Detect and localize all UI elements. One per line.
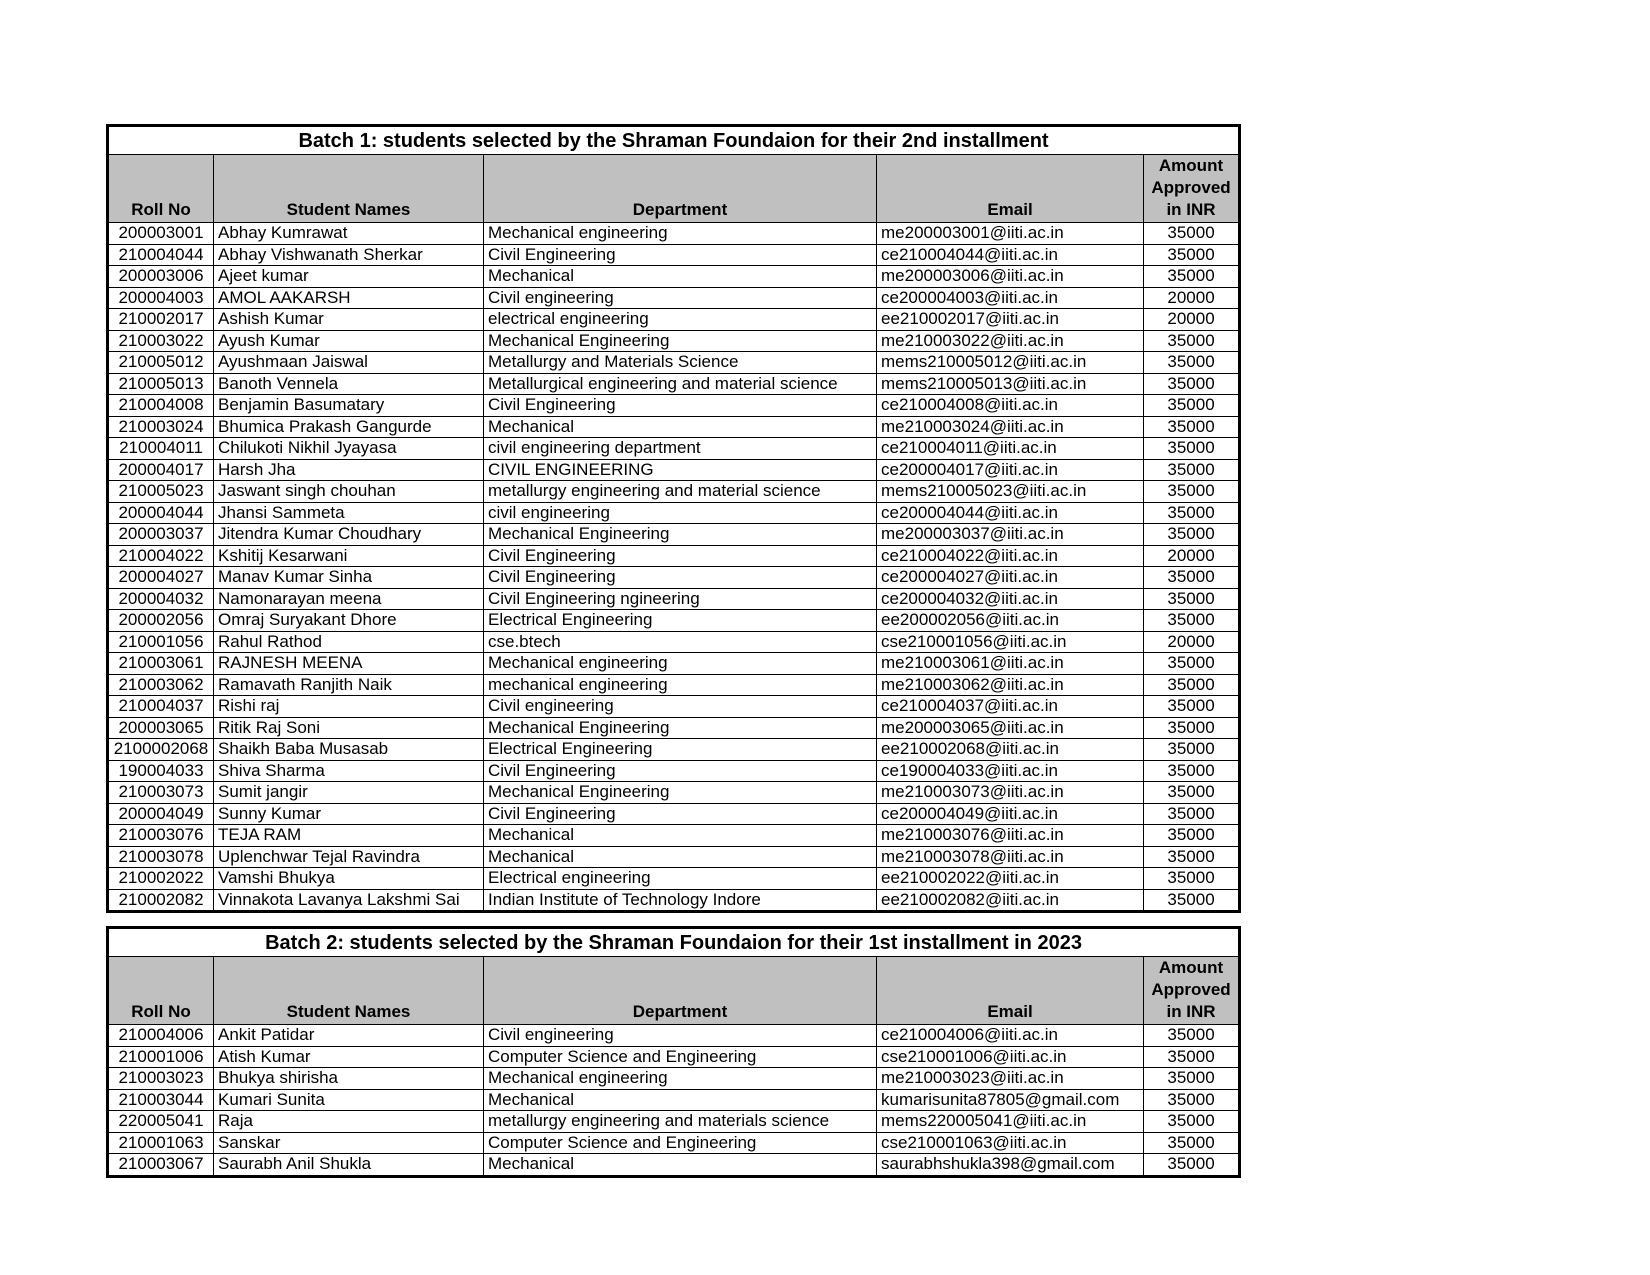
department-cell: Computer Science and Engineering [484,1132,877,1154]
student-name-cell: Sunny Kumar [214,803,484,825]
amount-cell: 35000 [1144,782,1240,804]
department-cell: Mechanical [484,846,877,868]
amount-cell: 35000 [1144,1025,1240,1047]
amount-cell: 35000 [1144,502,1240,524]
roll-no-cell: 210003022 [108,330,214,352]
table-row [108,481,1240,503]
table-row [108,223,1240,245]
email-cell: me210003078@iiti.ac.in [877,846,1144,868]
amount-cell: 35000 [1144,481,1240,503]
amount-cell: 35000 [1144,889,1240,912]
email-cell: ce190004033@iiti.ac.in [877,760,1144,782]
table-row [108,631,1240,653]
student-name-cell: Ashish Kumar [214,309,484,331]
department-cell: Civil engineering [484,287,877,309]
amount-cell: 35000 [1144,588,1240,610]
student-name-cell: Omraj Suryakant Dhore [214,610,484,632]
department-cell: Metallurgy and Materials Science [484,352,877,374]
table-row [108,782,1240,804]
table-row [108,717,1240,739]
roll-no-cell: 210002022 [108,868,214,890]
amount-cell: 35000 [1144,696,1240,718]
student-name-cell: Harsh Jha [214,459,484,481]
department-cell: CIVIL ENGINEERING [484,459,877,481]
student-name-cell: Uplenchwar Tejal Ravindra [214,846,484,868]
table-row [108,760,1240,782]
batch-2-table [106,926,1241,1178]
amount-cell: 35000 [1144,1046,1240,1068]
student-name-cell: Sanskar [214,1132,484,1154]
department-cell: Mechanical [484,416,877,438]
student-name-cell: TEJA RAM [214,825,484,847]
department-cell: Mechanical [484,825,877,847]
amount-cell: 35000 [1144,1111,1240,1133]
department-cell: Civil Engineering [484,244,877,266]
table-row [108,459,1240,481]
roll-no-cell: 210004037 [108,696,214,718]
student-name-cell: Jhansi Sammeta [214,502,484,524]
email-cell: me200003037@iiti.ac.in [877,524,1144,546]
email-cell: me200003001@iiti.ac.in [877,223,1144,245]
table-row [108,244,1240,266]
student-name-cell: Kumari Sunita [214,1089,484,1111]
amount-cell: 35000 [1144,266,1240,288]
table-row [108,868,1240,890]
email-cell: ce200004017@iiti.ac.in [877,459,1144,481]
roll-no-cell: 210003078 [108,846,214,868]
roll-no-cell: 200004027 [108,567,214,589]
roll-no-cell: 210003044 [108,1089,214,1111]
roll-no-cell: 200003006 [108,266,214,288]
header-email: Email [877,957,1144,1025]
roll-no-cell: 2100002068 [108,739,214,761]
roll-no-cell: 200003065 [108,717,214,739]
roll-no-cell: 210003076 [108,825,214,847]
department-cell: Mechanical engineering [484,1068,877,1090]
table-row [108,395,1240,417]
email-cell: ce200004032@iiti.ac.in [877,588,1144,610]
table-row [108,502,1240,524]
student-name-cell: Vamshi Bhukya [214,868,484,890]
table-row [108,696,1240,718]
department-cell: Civil Engineering [484,803,877,825]
batch-1-table [106,124,1241,913]
header-student-names: Student Names [214,155,484,223]
email-cell: mems210005012@iiti.ac.in [877,352,1144,374]
roll-no-cell: 210003067 [108,1154,214,1177]
email-cell: ce200004049@iiti.ac.in [877,803,1144,825]
student-name-cell: Saurabh Anil Shukla [214,1154,484,1177]
header-amount-approved: Amount Approved in INR [1144,155,1240,223]
student-name-cell: Sumit jangir [214,782,484,804]
email-cell: ce210004008@iiti.ac.in [877,395,1144,417]
amount-cell: 35000 [1144,1089,1240,1111]
student-name-cell: Rahul Rathod [214,631,484,653]
roll-no-cell: 210001006 [108,1046,214,1068]
amount-cell: 35000 [1144,610,1240,632]
student-name-cell: Atish Kumar [214,1046,484,1068]
table-row [108,330,1240,352]
email-cell: saurabhshukla398@gmail.com [877,1154,1144,1177]
department-cell: Civil Engineering [484,760,877,782]
table-row [108,610,1240,632]
department-cell: civil engineering department [484,438,877,460]
amount-cell: 35000 [1144,846,1240,868]
roll-no-cell: 210001063 [108,1132,214,1154]
department-cell: mechanical engineering [484,674,877,696]
table-row [108,1111,1240,1133]
student-name-cell: Bhumica Prakash Gangurde [214,416,484,438]
header-department: Department [484,155,877,223]
student-name-cell: Manav Kumar Sinha [214,567,484,589]
amount-cell: 35000 [1144,1068,1240,1090]
roll-no-cell: 210005023 [108,481,214,503]
roll-no-cell: 210003073 [108,782,214,804]
department-cell: Mechanical Engineering [484,330,877,352]
table-row [108,287,1240,309]
amount-cell: 35000 [1144,868,1240,890]
email-cell: ee210002068@iiti.ac.in [877,739,1144,761]
department-cell: Civil Engineering [484,395,877,417]
amount-cell: 35000 [1144,438,1240,460]
student-name-cell: Jaswant singh chouhan [214,481,484,503]
email-cell: ce200004044@iiti.ac.in [877,502,1144,524]
amount-cell: 35000 [1144,524,1240,546]
roll-no-cell: 210003061 [108,653,214,675]
department-cell: Metallurgical engineering and material science [484,373,877,395]
email-cell: ee210002017@iiti.ac.in [877,309,1144,331]
amount-cell: 35000 [1144,373,1240,395]
department-cell: electrical engineering [484,309,877,331]
department-cell: Civil Engineering [484,545,877,567]
roll-no-cell: 210005013 [108,373,214,395]
header-email: Email [877,155,1144,223]
header-amount-approved: Amount Approved in INR [1144,957,1240,1025]
amount-cell: 35000 [1144,739,1240,761]
amount-cell: 20000 [1144,287,1240,309]
batch-1-title: Batch 1: students selected by the Shraman Foundaion for their 2nd installment [108,126,1240,155]
amount-cell: 20000 [1144,545,1240,567]
student-name-cell: Jitendra Kumar Choudhary [214,524,484,546]
department-cell: Electrical engineering [484,868,877,890]
batch-1-rows [108,223,1240,912]
roll-no-cell: 200004017 [108,459,214,481]
student-name-cell: AMOL AAKARSH [214,287,484,309]
table-row [108,266,1240,288]
email-cell: cse210001056@iiti.ac.in [877,631,1144,653]
email-cell: me200003006@iiti.ac.in [877,266,1144,288]
table-row [108,438,1240,460]
department-cell: Civil Engineering [484,567,877,589]
email-cell: cse210001006@iiti.ac.in [877,1046,1144,1068]
department-cell: metallurgy engineering and materials science [484,1111,877,1133]
email-cell: ce210004044@iiti.ac.in [877,244,1144,266]
table-row [108,653,1240,675]
department-cell: Mechanical engineering [484,653,877,675]
student-name-cell: Vinnakota Lavanya Lakshmi Sai [214,889,484,912]
amount-cell: 35000 [1144,459,1240,481]
table-row [108,373,1240,395]
roll-no-cell: 210003023 [108,1068,214,1090]
roll-no-cell: 210003062 [108,674,214,696]
student-name-cell: Ayush Kumar [214,330,484,352]
student-name-cell: Ankit Patidar [214,1025,484,1047]
roll-no-cell: 200002056 [108,610,214,632]
department-cell: Computer Science and Engineering [484,1046,877,1068]
department-cell: cse.btech [484,631,877,653]
batch-2-rows [108,1025,1240,1177]
table-row [108,1132,1240,1154]
table-row [108,1154,1240,1177]
department-cell: Mechanical Engineering [484,524,877,546]
student-name-cell: Abhay Kumrawat [214,223,484,245]
table-row [108,545,1240,567]
student-name-cell: Bhukya shirisha [214,1068,484,1090]
amount-cell: 20000 [1144,309,1240,331]
student-name-cell: Ritik Raj Soni [214,717,484,739]
email-cell: mems210005023@iiti.ac.in [877,481,1144,503]
email-cell: kumarisunita87805@gmail.com [877,1089,1144,1111]
roll-no-cell: 210002082 [108,889,214,912]
student-name-cell: Shaikh Baba Musasab [214,739,484,761]
table-row [108,1025,1240,1047]
table-row [108,309,1240,331]
department-cell: civil engineering [484,502,877,524]
roll-no-cell: 210004044 [108,244,214,266]
roll-no-cell: 200004049 [108,803,214,825]
roll-no-cell: 210004006 [108,1025,214,1047]
roll-no-cell: 200003001 [108,223,214,245]
department-cell: Mechanical Engineering [484,717,877,739]
email-cell: mems220005041@iiti.ac.in [877,1111,1144,1133]
header-roll-no: Roll No [108,957,214,1025]
email-cell: ce210004006@iiti.ac.in [877,1025,1144,1047]
roll-no-cell: 210001056 [108,631,214,653]
roll-no-cell: 210004022 [108,545,214,567]
student-name-cell: Abhay Vishwanath Sherkar [214,244,484,266]
department-cell: Mechanical [484,266,877,288]
student-name-cell: Banoth Vennela [214,373,484,395]
table-row [108,1068,1240,1090]
header-roll-no: Roll No [108,155,214,223]
table-row [108,567,1240,589]
student-name-cell: Raja [214,1111,484,1133]
department-cell: Indian Institute of Technology Indore [484,889,877,912]
student-name-cell: Namonarayan meena [214,588,484,610]
department-cell: Electrical Engineering [484,739,877,761]
email-cell: ce210004022@iiti.ac.in [877,545,1144,567]
amount-cell: 35000 [1144,653,1240,675]
department-cell: Civil Engineering ngineering [484,588,877,610]
roll-no-cell: 210002017 [108,309,214,331]
department-cell: Electrical Engineering [484,610,877,632]
amount-cell: 35000 [1144,717,1240,739]
student-name-cell: Rishi raj [214,696,484,718]
email-cell: me210003022@iiti.ac.in [877,330,1144,352]
department-cell: Mechanical [484,1154,877,1177]
table-row [108,416,1240,438]
student-name-cell: Shiva Sharma [214,760,484,782]
student-name-cell: RAJNESH MEENA [214,653,484,675]
email-cell: ee210002022@iiti.ac.in [877,868,1144,890]
amount-cell: 35000 [1144,244,1240,266]
amount-cell: 35000 [1144,330,1240,352]
table-row [108,588,1240,610]
student-name-cell: Benjamin Basumatary [214,395,484,417]
roll-no-cell: 200003037 [108,524,214,546]
amount-cell: 35000 [1144,416,1240,438]
email-cell: ee200002056@iiti.ac.in [877,610,1144,632]
roll-no-cell: 210004008 [108,395,214,417]
email-cell: me210003073@iiti.ac.in [877,782,1144,804]
email-cell: ce210004011@iiti.ac.in [877,438,1144,460]
email-cell: me210003061@iiti.ac.in [877,653,1144,675]
amount-cell: 20000 [1144,631,1240,653]
email-cell: me210003024@iiti.ac.in [877,416,1144,438]
amount-cell: 35000 [1144,395,1240,417]
amount-cell: 35000 [1144,674,1240,696]
table-row [108,674,1240,696]
amount-cell: 35000 [1144,1154,1240,1177]
roll-no-cell: 200004044 [108,502,214,524]
email-cell: mems210005013@iiti.ac.in [877,373,1144,395]
roll-no-cell: 200004003 [108,287,214,309]
header-department: Department [484,957,877,1025]
email-cell: me210003062@iiti.ac.in [877,674,1144,696]
student-name-cell: Kshitij Kesarwani [214,545,484,567]
department-cell: Mechanical Engineering [484,782,877,804]
table-row [108,739,1240,761]
email-cell: me210003023@iiti.ac.in [877,1068,1144,1090]
table-row [108,803,1240,825]
student-name-cell: Ajeet kumar [214,266,484,288]
roll-no-cell: 210005012 [108,352,214,374]
department-cell: Mechanical engineering [484,223,877,245]
email-cell: ee210002082@iiti.ac.in [877,889,1144,912]
department-cell: Mechanical [484,1089,877,1111]
table-row [108,1089,1240,1111]
header-student-names: Student Names [214,957,484,1025]
table-row [108,889,1240,912]
student-name-cell: Ayushmaan Jaiswal [214,352,484,374]
email-cell: me200003065@iiti.ac.in [877,717,1144,739]
roll-no-cell: 210004011 [108,438,214,460]
roll-no-cell: 220005041 [108,1111,214,1133]
department-cell: Civil engineering [484,696,877,718]
department-cell: metallurgy engineering and material science [484,481,877,503]
table-row [108,524,1240,546]
email-cell: ce200004003@iiti.ac.in [877,287,1144,309]
amount-cell: 35000 [1144,803,1240,825]
email-cell: cse210001063@iiti.ac.in [877,1132,1144,1154]
department-cell: Civil engineering [484,1025,877,1047]
email-cell: ce210004037@iiti.ac.in [877,696,1144,718]
student-name-cell: Ramavath Ranjith Naik [214,674,484,696]
roll-no-cell: 210003024 [108,416,214,438]
table-row [108,352,1240,374]
roll-no-cell: 190004033 [108,760,214,782]
amount-cell: 35000 [1144,567,1240,589]
amount-cell: 35000 [1144,352,1240,374]
roll-no-cell: 200004032 [108,588,214,610]
amount-cell: 35000 [1144,760,1240,782]
table-row [108,1046,1240,1068]
amount-cell: 35000 [1144,825,1240,847]
email-cell: ce200004027@iiti.ac.in [877,567,1144,589]
table-row [108,846,1240,868]
student-name-cell: Chilukoti Nikhil Jyayasa [214,438,484,460]
batch-2-title: Batch 2: students selected by the Shraman Foundaion for their 1st installment in 2023 [108,928,1240,957]
table-row [108,825,1240,847]
amount-cell: 35000 [1144,1132,1240,1154]
email-cell: me210003076@iiti.ac.in [877,825,1144,847]
amount-cell: 35000 [1144,223,1240,245]
